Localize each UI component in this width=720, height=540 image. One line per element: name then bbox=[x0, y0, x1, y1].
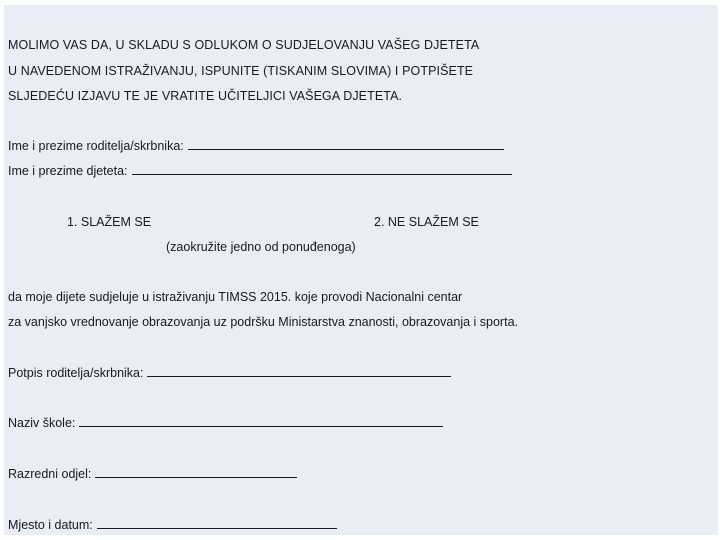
intro-line-1: MOLIMO VAS DA, U SKLADU S ODLUKOM O SUDJELOVANJU VAŠEG DJETETA bbox=[8, 38, 480, 52]
child-name-blank[interactable] bbox=[132, 163, 512, 175]
school-blank[interactable] bbox=[79, 415, 443, 427]
class-blank[interactable] bbox=[95, 466, 297, 478]
place-date-field bbox=[8, 517, 337, 533]
signature-field bbox=[8, 365, 451, 381]
choice-instruction: (zaokružite jedno od ponuđenoga) bbox=[166, 240, 356, 254]
place-date-blank[interactable] bbox=[97, 517, 337, 529]
parent-name-blank[interactable] bbox=[188, 138, 504, 150]
class-label: Razredni odjel: bbox=[8, 467, 92, 481]
place-date-label: Mjesto i datum: bbox=[8, 518, 93, 532]
class-field bbox=[8, 466, 297, 482]
signature-blank[interactable] bbox=[147, 365, 451, 377]
consent-line-2: za vanjsko vrednovanje obrazovanja uz podršku Ministarstva znanosti, obrazovanja i sporta. bbox=[8, 315, 518, 329]
parent-name-label: Ime i prezime roditelja/skrbnika: bbox=[8, 139, 184, 153]
school-label: Naziv škole: bbox=[8, 416, 76, 430]
consent-line-1: da moje dijete sudjeluje u istraživanju TIMSS 2015. koje provodi Nacionalni centar bbox=[8, 290, 463, 304]
child-name-field bbox=[8, 163, 512, 179]
consent-form-panel bbox=[4, 5, 718, 535]
intro-line-3: SLJEDEĆU IZJAVU TE JE VRATITE UČITELJICI VAŠEGA DJETETA. bbox=[8, 89, 403, 103]
child-name-label: Ime i prezime djeteta: bbox=[8, 164, 128, 178]
school-field bbox=[8, 415, 443, 431]
signature-label: Potpis roditelja/skrbnika: bbox=[8, 366, 144, 380]
disagree-option[interactable]: 2. NE SLAŽEM SE bbox=[374, 215, 479, 229]
parent-name-field bbox=[8, 138, 504, 154]
intro-line-2: U NAVEDENOM ISTRAŽIVANJU, ISPUNITE (TISKANIM SLOVIMA) I POTPIŠETE bbox=[8, 64, 474, 78]
agree-option[interactable]: 1. SLAŽEM SE bbox=[67, 215, 152, 229]
